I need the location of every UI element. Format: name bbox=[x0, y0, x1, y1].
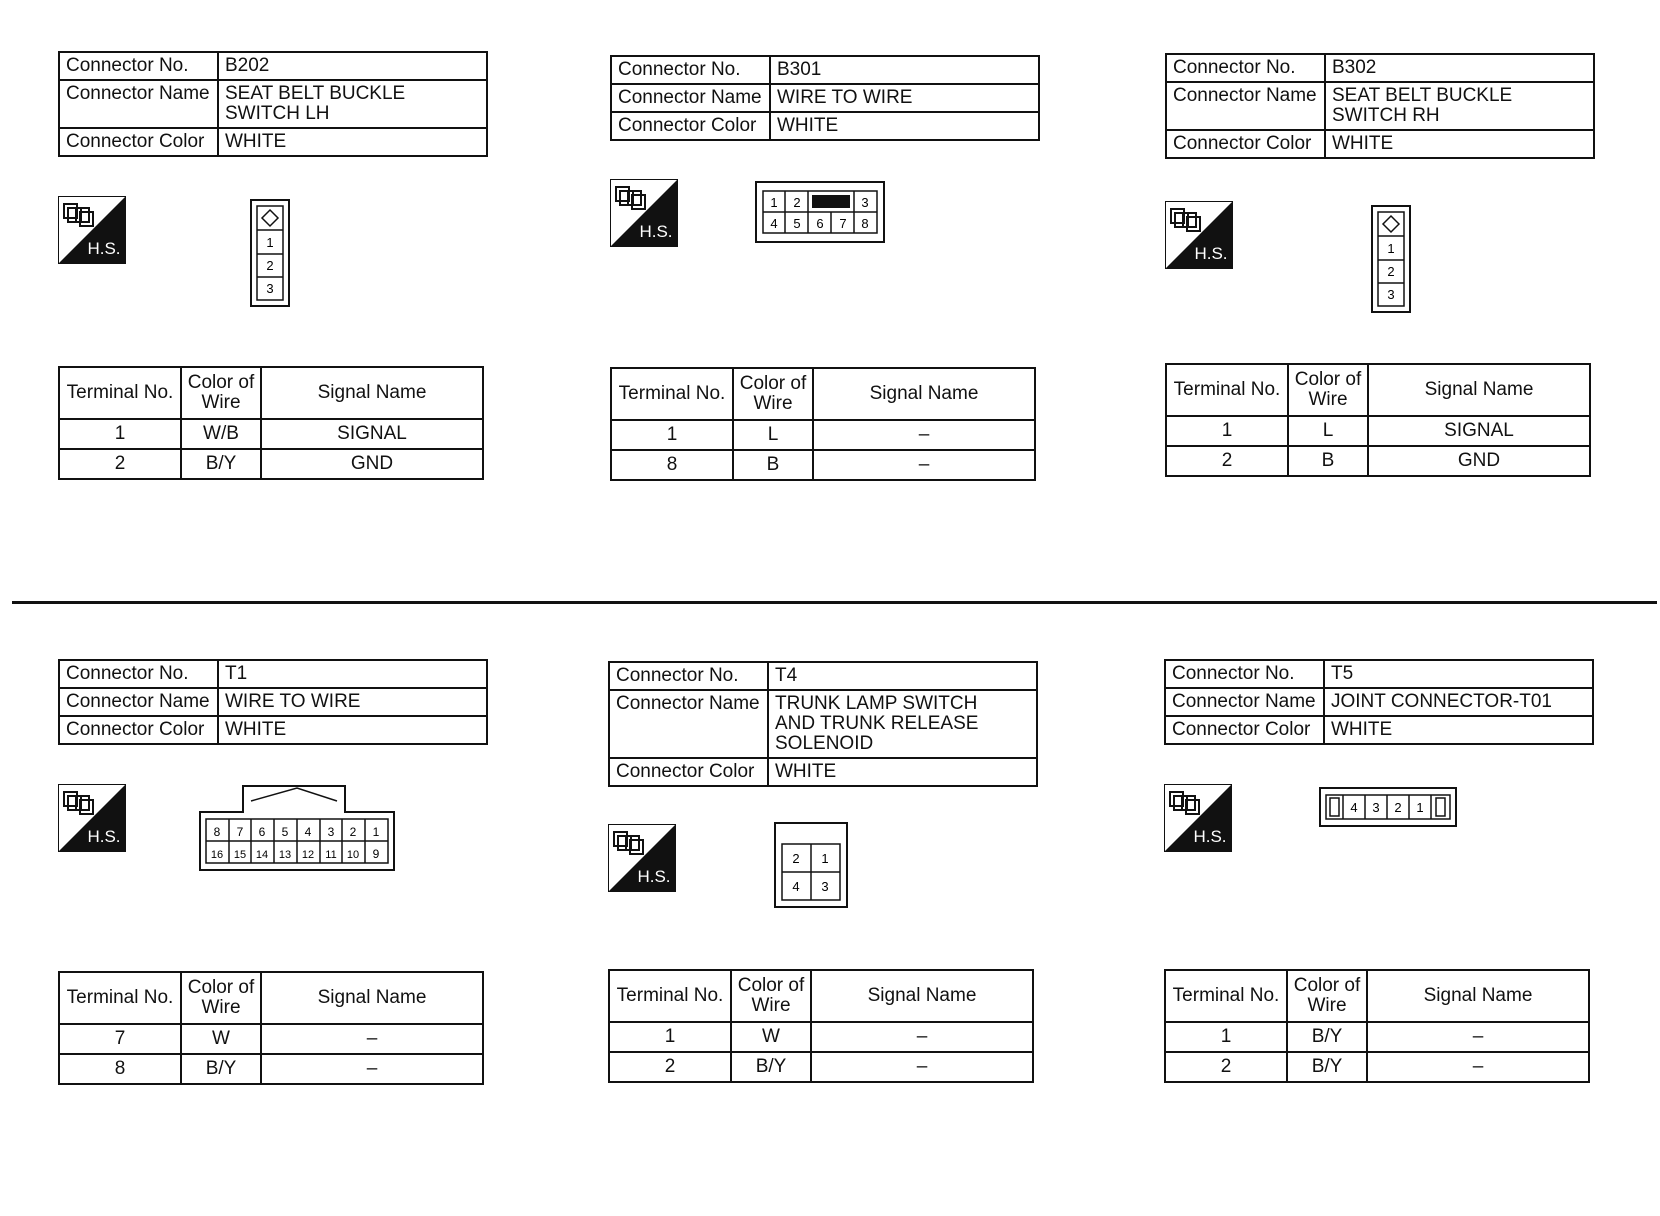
label-connector-name: Connector Name bbox=[1165, 688, 1324, 716]
connector-color-value: WHITE bbox=[1325, 130, 1594, 158]
connector-block-b301 bbox=[610, 55, 1040, 475]
pin-label: 4 bbox=[792, 879, 800, 894]
label-connector-color: Connector Color bbox=[1166, 130, 1325, 158]
connector-color-value: WHITE bbox=[218, 128, 487, 156]
hs-label: H.S. bbox=[637, 867, 671, 886]
connector-no-value: T1 bbox=[218, 660, 487, 688]
pin-label: 11 bbox=[325, 849, 337, 861]
connector-color-value: WHITE bbox=[770, 112, 1039, 140]
pin-label: 5 bbox=[281, 825, 289, 839]
label-connector-color: Connector Color bbox=[1165, 716, 1324, 744]
table-row bbox=[1166, 416, 1590, 446]
pin-label: 2 bbox=[1387, 264, 1395, 279]
header-signal-name: Signal Name bbox=[811, 970, 1033, 1022]
header-terminal-no: Terminal No. bbox=[611, 368, 733, 420]
wire-color-cell: W/B bbox=[181, 419, 261, 449]
connector-face-b302 bbox=[1371, 205, 1411, 313]
terminal-no-cell: 2 bbox=[59, 449, 181, 479]
connector-block-b202 bbox=[58, 51, 488, 474]
terminal-no-cell: 1 bbox=[611, 420, 733, 450]
pin-label: 2 bbox=[349, 825, 357, 839]
table-row bbox=[59, 1054, 483, 1084]
pin-label: 13 bbox=[278, 849, 292, 861]
label-connector-no: Connector No. bbox=[609, 662, 768, 690]
hs-label: H.S. bbox=[1193, 827, 1227, 846]
hs-icon bbox=[58, 196, 126, 264]
pin-label: 4 bbox=[770, 216, 778, 231]
header-signal-name: Signal Name bbox=[813, 368, 1035, 420]
wire-color-cell: L bbox=[733, 420, 813, 450]
wire-color-cell: B/Y bbox=[1287, 1052, 1367, 1082]
table-row bbox=[609, 1022, 1033, 1052]
header-signal-name: Signal Name bbox=[1368, 364, 1590, 416]
hs-icon bbox=[58, 784, 126, 852]
connector-block-t1 bbox=[58, 659, 488, 1079]
hs-label: H.S. bbox=[1194, 244, 1228, 263]
signal-name-cell: SIGNAL bbox=[261, 419, 483, 449]
connector-no-value: B202 bbox=[218, 52, 487, 80]
pin-label: 7 bbox=[236, 825, 244, 839]
label-connector-no: Connector No. bbox=[1166, 54, 1325, 82]
connector-info-table bbox=[58, 659, 488, 745]
terminal-table bbox=[608, 969, 1034, 1083]
pin-label: 3 bbox=[1387, 287, 1395, 302]
connector-face-t1 bbox=[199, 785, 395, 871]
connector-no-value: T4 bbox=[768, 662, 1037, 690]
pin-label: 14 bbox=[255, 849, 269, 861]
pin-label: 7 bbox=[839, 216, 847, 231]
header-color-of-wire: Color of Wire bbox=[1287, 970, 1367, 1022]
terminal-no-cell: 8 bbox=[59, 1054, 181, 1084]
connector-block-t5 bbox=[1164, 659, 1594, 1077]
label-connector-color: Connector Color bbox=[59, 128, 218, 156]
signal-name-cell: – bbox=[811, 1022, 1033, 1052]
wire-color-cell: B/Y bbox=[181, 449, 261, 479]
table-row bbox=[59, 1024, 483, 1054]
signal-name-cell: SIGNAL bbox=[1368, 416, 1590, 446]
wire-color-cell: B bbox=[733, 450, 813, 480]
header-color-of-wire: Color of Wire bbox=[1288, 364, 1368, 416]
signal-name-cell: GND bbox=[261, 449, 483, 479]
label-connector-no: Connector No. bbox=[59, 660, 218, 688]
connector-info-table bbox=[1165, 53, 1595, 159]
terminal-no-cell: 2 bbox=[1166, 446, 1288, 476]
pin-label: 1 bbox=[1387, 241, 1395, 256]
wire-color-cell: W bbox=[181, 1024, 261, 1054]
signal-name-cell: – bbox=[261, 1024, 483, 1054]
connector-face-b301 bbox=[755, 181, 885, 243]
label-connector-no: Connector No. bbox=[611, 56, 770, 84]
hs-icon bbox=[608, 824, 676, 892]
terminal-no-cell: 1 bbox=[59, 419, 181, 449]
label-connector-no: Connector No. bbox=[59, 52, 218, 80]
signal-name-cell: GND bbox=[1368, 446, 1590, 476]
connector-name-value: SEAT BELT BUCKLE SWITCH LH bbox=[218, 80, 487, 128]
label-connector-name: Connector Name bbox=[59, 688, 218, 716]
wire-color-cell: B/Y bbox=[1287, 1022, 1367, 1052]
header-terminal-no: Terminal No. bbox=[1166, 364, 1288, 416]
signal-name-cell: – bbox=[261, 1054, 483, 1084]
signal-name-cell: – bbox=[1367, 1052, 1589, 1082]
header-color-of-wire: Color of Wire bbox=[733, 368, 813, 420]
connector-color-value: WHITE bbox=[768, 758, 1037, 786]
table-row bbox=[609, 1052, 1033, 1082]
pin-label: 3 bbox=[266, 281, 274, 296]
section-divider bbox=[12, 601, 1657, 604]
table-row bbox=[59, 419, 483, 449]
connector-name-value: JOINT CONNECTOR-T01 bbox=[1324, 688, 1593, 716]
terminal-no-cell: 2 bbox=[1165, 1052, 1287, 1082]
pin-label: 3 bbox=[821, 879, 829, 894]
table-row bbox=[59, 449, 483, 479]
pin-label: 1 bbox=[770, 195, 778, 210]
table-row bbox=[1165, 1022, 1589, 1052]
connector-no-value: B301 bbox=[770, 56, 1039, 84]
connector-block-t4 bbox=[608, 661, 1038, 1077]
label-connector-name: Connector Name bbox=[611, 84, 770, 112]
terminal-no-cell: 1 bbox=[1166, 416, 1288, 446]
pin-label: 4 bbox=[1350, 800, 1358, 815]
pin-label: 8 bbox=[861, 216, 869, 231]
label-connector-name: Connector Name bbox=[609, 690, 768, 758]
table-row bbox=[611, 420, 1035, 450]
connector-color-value: WHITE bbox=[218, 716, 487, 744]
pin-label: 4 bbox=[304, 825, 312, 839]
connector-face-t5 bbox=[1319, 787, 1457, 827]
header-color-of-wire: Color of Wire bbox=[731, 970, 811, 1022]
pin-label: 6 bbox=[816, 216, 824, 231]
terminal-no-cell: 7 bbox=[59, 1024, 181, 1054]
hs-label: H.S. bbox=[639, 222, 673, 241]
pin-label: 2 bbox=[792, 851, 800, 866]
pin-label: 6 bbox=[258, 825, 266, 839]
connector-color-value: WHITE bbox=[1324, 716, 1593, 744]
terminal-table bbox=[58, 366, 484, 480]
table-row bbox=[611, 450, 1035, 480]
wire-color-cell: W bbox=[731, 1022, 811, 1052]
header-terminal-no: Terminal No. bbox=[609, 970, 731, 1022]
connector-no-value: B302 bbox=[1325, 54, 1594, 82]
pin-label: 8 bbox=[213, 825, 221, 839]
wire-color-cell: B/Y bbox=[731, 1052, 811, 1082]
pin-label: 10 bbox=[346, 849, 360, 861]
label-connector-color: Connector Color bbox=[611, 112, 770, 140]
pin-label: 15 bbox=[233, 849, 247, 861]
pin-label: 9 bbox=[372, 847, 380, 861]
label-connector-name: Connector Name bbox=[59, 80, 218, 128]
terminal-no-cell: 1 bbox=[609, 1022, 731, 1052]
connector-info-table bbox=[608, 661, 1038, 787]
hs-icon bbox=[1165, 201, 1233, 269]
wire-color-cell: L bbox=[1288, 416, 1368, 446]
hs-label: H.S. bbox=[87, 827, 121, 846]
pin-label: 1 bbox=[266, 235, 274, 250]
connector-block-b302 bbox=[1165, 53, 1595, 471]
signal-name-cell: – bbox=[811, 1052, 1033, 1082]
connector-info-table bbox=[58, 51, 488, 157]
terminal-no-cell: 2 bbox=[609, 1052, 731, 1082]
pin-label: 3 bbox=[1372, 800, 1380, 815]
header-terminal-no: Terminal No. bbox=[59, 972, 181, 1024]
terminal-table bbox=[1164, 969, 1590, 1083]
pin-label: 1 bbox=[821, 851, 829, 866]
connector-name-value: WIRE TO WIRE bbox=[770, 84, 1039, 112]
pin-label: 3 bbox=[861, 195, 869, 210]
pin-label: 2 bbox=[793, 195, 801, 210]
label-connector-name: Connector Name bbox=[1166, 82, 1325, 130]
pin-label: 5 bbox=[793, 216, 801, 231]
header-signal-name: Signal Name bbox=[261, 367, 483, 419]
label-connector-no: Connector No. bbox=[1165, 660, 1324, 688]
terminal-table bbox=[610, 367, 1036, 481]
header-color-of-wire: Color of Wire bbox=[181, 972, 261, 1024]
header-terminal-no: Terminal No. bbox=[59, 367, 181, 419]
pin-label: 2 bbox=[1394, 800, 1402, 815]
connector-name-value: SEAT BELT BUCKLE SWITCH RH bbox=[1325, 82, 1594, 130]
header-signal-name: Signal Name bbox=[1367, 970, 1589, 1022]
pin-label: 2 bbox=[266, 258, 274, 273]
label-connector-color: Connector Color bbox=[609, 758, 768, 786]
table-row bbox=[1165, 1052, 1589, 1082]
hs-icon bbox=[610, 179, 678, 247]
terminal-table bbox=[58, 971, 484, 1085]
wire-color-cell: B/Y bbox=[181, 1054, 261, 1084]
wire-color-cell: B bbox=[1288, 446, 1368, 476]
hs-label: H.S. bbox=[87, 239, 121, 258]
connector-face-t4 bbox=[774, 822, 848, 908]
connector-info-table bbox=[610, 55, 1040, 141]
hs-icon bbox=[1164, 784, 1232, 852]
pin-label: 12 bbox=[301, 849, 315, 861]
header-color-of-wire: Color of Wire bbox=[181, 367, 261, 419]
label-connector-color: Connector Color bbox=[59, 716, 218, 744]
pin-label: 16 bbox=[210, 849, 224, 861]
connector-name-value: TRUNK LAMP SWITCH AND TRUNK RELEASE SOLENOID bbox=[768, 690, 1037, 758]
pin-label: 1 bbox=[1416, 800, 1424, 815]
signal-name-cell: – bbox=[1367, 1022, 1589, 1052]
header-terminal-no: Terminal No. bbox=[1165, 970, 1287, 1022]
table-row bbox=[1166, 446, 1590, 476]
terminal-table bbox=[1165, 363, 1591, 477]
terminal-no-cell: 8 bbox=[611, 450, 733, 480]
pin-label: 3 bbox=[327, 825, 335, 839]
connector-no-value: T5 bbox=[1324, 660, 1593, 688]
connector-face-b202 bbox=[250, 199, 290, 307]
header-signal-name: Signal Name bbox=[261, 972, 483, 1024]
terminal-no-cell: 1 bbox=[1165, 1022, 1287, 1052]
connector-name-value: WIRE TO WIRE bbox=[218, 688, 487, 716]
connector-info-table bbox=[1164, 659, 1594, 745]
signal-name-cell: – bbox=[813, 450, 1035, 480]
pin-label: 1 bbox=[372, 825, 380, 839]
signal-name-cell: – bbox=[813, 420, 1035, 450]
